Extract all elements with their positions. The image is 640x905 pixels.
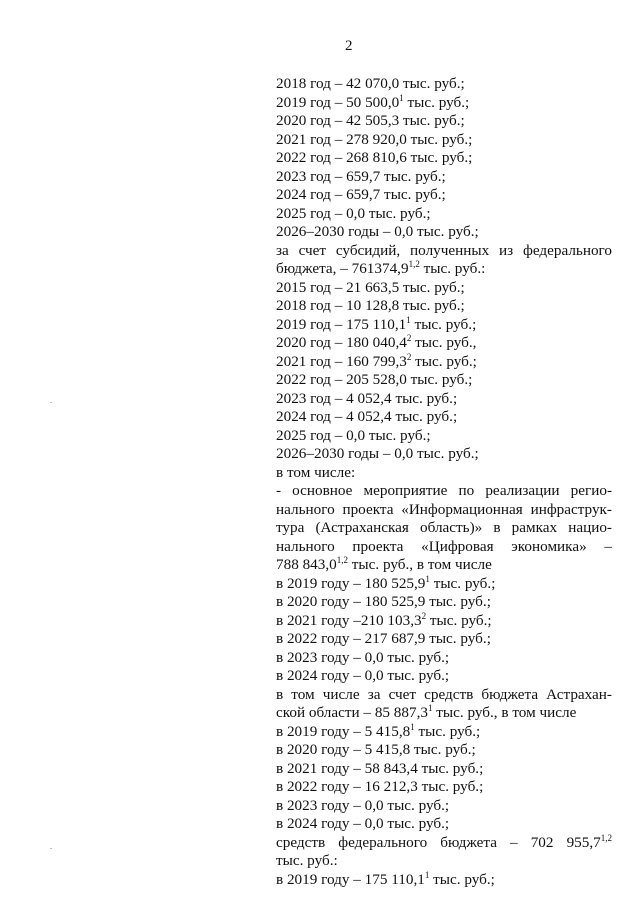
line-text: 2025 год – 0,0 тыс. руб.; <box>276 426 431 444</box>
text-line <box>276 797 612 816</box>
line-text-tail: тыс. руб.; <box>403 93 470 111</box>
text-line <box>276 186 612 205</box>
text-line <box>276 612 612 631</box>
text-line <box>276 538 612 557</box>
line-text: 2021 год – 160 799,3 <box>276 352 407 370</box>
line-text: в том числе: <box>276 463 356 481</box>
line-text: 2015 год – 21 663,5 тыс. руб.; <box>276 278 465 296</box>
footnote-marker: 1 <box>410 721 415 732</box>
text-line <box>276 519 612 538</box>
line-text-tail: тыс. руб., <box>411 334 477 351</box>
line-text: нального проекта «Информационная инфраструк- <box>276 500 612 518</box>
line-text: в 2024 году – 0,0 тыс. руб.; <box>276 815 450 832</box>
line-text: за счет субсидий, полученных из федерального <box>276 241 612 259</box>
line-text-tail: тыс. руб.; <box>411 352 477 370</box>
line-text-tail: тыс. руб.; <box>426 611 492 629</box>
line-text: 2020 год – 42 505,3 тыс. руб.; <box>276 112 465 129</box>
margin-mark <box>50 402 52 403</box>
line-text: - основное мероприятие по реализации регио- <box>276 482 612 499</box>
footnote-marker: 1 <box>424 869 430 880</box>
text-line <box>276 316 612 335</box>
line-text: в 2020 году – 180 525,9 тыс. руб.; <box>276 593 491 610</box>
line-text: в 2019 году – 5 415,8 <box>276 722 411 740</box>
line-text: в 2019 году – 180 525,9 <box>276 574 426 592</box>
text-line <box>276 556 612 575</box>
line-text: 2024 год – 659,7 тыс. руб.; <box>276 186 446 203</box>
text-line <box>276 686 612 705</box>
text-line <box>276 852 612 871</box>
footnote-marker: 1 <box>425 573 430 584</box>
text-line <box>276 575 612 594</box>
text-line <box>276 279 612 298</box>
text-line <box>276 205 612 224</box>
text-line <box>276 94 612 113</box>
line-text: 2023 год – 659,7 тыс. руб.; <box>276 167 446 185</box>
line-text: 788 843,0 <box>276 556 337 573</box>
text-line <box>276 871 612 890</box>
line-text: бюджета, – 761374,9 <box>276 260 409 277</box>
footnote-marker: 2 <box>406 351 412 362</box>
line-text: в 2023 году – 0,0 тыс. руб.; <box>276 648 450 666</box>
text-line <box>276 75 612 94</box>
line-text: нального проекта «Цифровая экономика» – <box>276 537 612 555</box>
line-text: 2018 год – 42 070,0 тыс. руб.; <box>276 75 465 92</box>
text-line <box>276 630 612 649</box>
text-line <box>276 223 612 242</box>
line-text-tail: тыс. руб.; <box>414 722 481 740</box>
text-line <box>276 760 612 779</box>
text-line <box>276 593 612 612</box>
margin-mark <box>50 848 52 849</box>
footnote-marker: 1 <box>399 92 404 103</box>
text-line <box>276 408 612 427</box>
line-text: 2023 год – 4 052,4 тыс. руб.; <box>276 389 458 407</box>
text-line <box>276 445 612 464</box>
line-text: 2018 год – 10 128,8 тыс. руб.; <box>276 297 465 314</box>
line-text: в 2022 году – 217 687,9 тыс. руб.; <box>276 630 491 647</box>
page-number: 2 <box>345 38 353 54</box>
text-line <box>276 297 612 316</box>
text-line <box>276 242 612 261</box>
line-text: 2022 год – 268 810,6 тыс. руб.; <box>276 149 473 166</box>
line-text-tail: тыс. руб.; <box>429 574 496 592</box>
line-text-tail: тыс. руб.; <box>410 315 477 333</box>
text-line <box>276 834 612 853</box>
line-text: 2019 год – 175 110,1 <box>276 315 407 333</box>
line-text: 2026–2030 годы – 0,0 тыс. руб.; <box>276 445 479 462</box>
text-line <box>276 131 612 150</box>
line-text: тыс. руб.: <box>276 852 338 869</box>
text-line <box>276 464 612 483</box>
line-text: 2020 год – 180 040,4 <box>276 334 407 351</box>
footnote-marker: 1,2 <box>600 832 612 843</box>
line-text: 2025 год – 0,0 тыс. руб.; <box>276 204 431 222</box>
footnote-marker: 2 <box>421 610 427 621</box>
text-line <box>276 667 612 686</box>
line-text: в 2022 году – 16 212,3 тыс. руб.; <box>276 778 484 795</box>
footnote-marker: 1,2 <box>408 259 420 269</box>
line-text-tail: тыс. руб.: <box>419 260 486 277</box>
text-line <box>276 168 612 187</box>
text-line <box>276 427 612 446</box>
line-text: в 2021 году – 58 843,4 тыс. руб.; <box>276 759 484 777</box>
text-line <box>276 778 612 797</box>
text-line <box>276 260 612 279</box>
line-text: средств федерального бюджета – 702 955,7 <box>276 833 601 851</box>
line-text-tail: тыс. руб.; <box>429 870 495 888</box>
text-line <box>276 501 612 520</box>
line-text: 2026–2030 годы – 0,0 тыс. руб.; <box>276 223 479 240</box>
text-line <box>276 353 612 372</box>
line-text: в 2021 году –210 103,3 <box>276 611 422 629</box>
line-text: в том числе за счет средств бюджета Астрахан- <box>276 685 612 703</box>
line-text-tail: тыс. руб., в том числе <box>432 704 577 721</box>
line-text: 2019 год – 50 500,0 <box>276 93 400 111</box>
footnote-marker: 1 <box>427 703 433 713</box>
line-text: 2024 год – 4 052,4 тыс. руб.; <box>276 408 458 425</box>
text-line <box>276 704 612 723</box>
line-text: ской области – 85 887,3 <box>276 704 428 721</box>
line-text: 2021 год – 278 920,0 тыс. руб.; <box>276 130 473 148</box>
line-text: тура (Астраханская область)» в рамках нацио- <box>276 519 612 536</box>
line-text-tail: тыс. руб., в том числе <box>348 556 492 573</box>
line-text: в 2023 году – 0,0 тыс. руб.; <box>276 796 450 814</box>
line-text: 2022 год – 205 528,0 тыс. руб.; <box>276 371 473 388</box>
line-text: в 2024 году – 0,0 тыс. руб.; <box>276 667 450 684</box>
text-line <box>276 334 612 353</box>
footnote-marker: 1 <box>406 314 411 325</box>
footnote-marker: 2 <box>406 333 412 343</box>
text-line <box>276 741 612 760</box>
text-line <box>276 649 612 668</box>
text-line <box>276 371 612 390</box>
text-line <box>276 482 612 501</box>
line-text: в 2019 году – 175 110,1 <box>276 870 425 888</box>
text-line <box>276 390 612 409</box>
text-line <box>276 149 612 168</box>
line-text: в 2020 году – 5 415,8 тыс. руб.; <box>276 741 476 758</box>
footnote-marker: 1,2 <box>336 555 348 565</box>
text-line <box>276 112 612 131</box>
document-body <box>276 75 612 889</box>
text-line <box>276 815 612 834</box>
text-line <box>276 723 612 742</box>
